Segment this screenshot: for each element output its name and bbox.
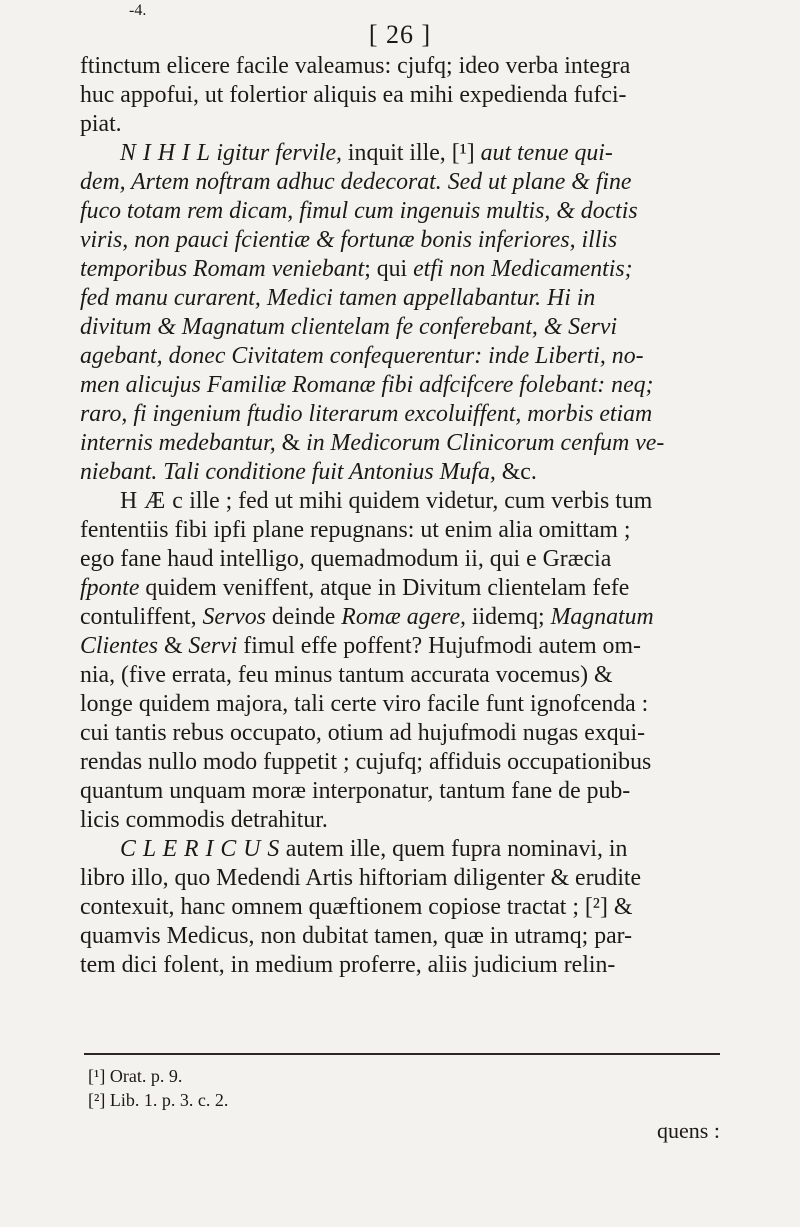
text-line: licis commodis detrahitur.	[80, 807, 328, 833]
text-line: temporibus Romam veniebant; qui etfi non Medicamentis;	[80, 256, 633, 282]
text-line: cui tantis rebus occupato, otium ad hujufmodi nugas exqui-	[80, 720, 646, 746]
text-line: ftinctum elicere facile valeamus: cjufq; ideo verba integra	[80, 53, 631, 79]
text-line: niebant. Tali conditione fuit Antonius Mufa, &c.	[80, 459, 537, 485]
footnotes	[88, 1064, 228, 1112]
text-line: divitum & Magnatum clientelam fe conferebant, & Servi	[80, 314, 618, 340]
text-line: N I H I L igitur fervile, inquit ille, [¹] aut tenue qui-	[120, 140, 613, 166]
text-line: fponte quidem veniffent, atque in Divitum clientelam fefe	[80, 575, 630, 601]
page-number: [ 26 ]	[368, 20, 432, 49]
text-line: huc appofui, ut folertior aliquis ea mihi expedienda fufci-	[80, 82, 627, 108]
text-line: agebant, donec Civitatem confequerentur: inde Liberti, no-	[80, 343, 644, 369]
text-line: nia, (five errata, feu minus tantum accurata vocemus) &	[80, 662, 613, 688]
text-line: quamvis Medicus, non dubitat tamen, quæ in utramq; par-	[80, 923, 633, 949]
footnote-2: [²] Lib. 1. p. 3. c. 2.	[88, 1090, 229, 1110]
text-line: fententiis fibi ipfi plane repugnans: ut enim alia omittam ;	[80, 517, 631, 543]
text-line: C L E R I C U S autem ille, quem fupra nominavi, in	[120, 836, 628, 862]
text-line: libro illo, quo Medendi Artis hiftoriam diligenter & erudite	[80, 865, 642, 891]
text-line: ego fane haud intelligo, quemadmodum ii, qui e Græcia	[80, 546, 612, 572]
footnote-1: [¹] Orat. p. 9.	[88, 1066, 183, 1086]
text-line: contexuit, hanc omnem quæftionem copiose tractat ; [²] &	[80, 894, 633, 920]
text-line: Clientes & Servi fimul effe poffent? Hujufmodi autem om-	[80, 633, 641, 659]
body-text	[80, 52, 720, 980]
footnote-divider	[84, 1053, 720, 1055]
text-line: fed manu curarent, Medici tamen appellabantur. Hi in	[80, 285, 596, 311]
text-line: longe quidem majora, tali certe viro facile funt ignofcenda :	[80, 691, 649, 717]
text-line: raro, fi ingenium ftudio literarum excoluiffent, morbis etiam	[80, 401, 653, 427]
text-line: viris, non pauci fcientiæ & fortunæ bonis inferiores, illis	[80, 227, 618, 253]
catchword: quens :	[657, 1118, 720, 1143]
text-line: fuco totam rem dicam, fimul cum ingenuis multis, & doctis	[80, 198, 638, 224]
text-line: H Æ c ille ; fed ut mihi quidem videtur, cum verbis tum	[120, 488, 653, 514]
text-line: contuliffent, Servos deinde Romæ agere, iidemq; Magnatum	[80, 604, 654, 630]
text-line: dem, Artem noftram adhuc dedecorat. Sed ut plane & fine	[80, 169, 632, 195]
text-line: men alicujus Familiæ Romanæ fibi adfcifcere folebant: neq;	[80, 372, 654, 398]
text-line: rendas nullo modo fuppetit ; cujufq; affiduis occupationibus	[80, 749, 652, 775]
text-line: tem dici folent, in medium proferre, aliis judicium relin-	[80, 952, 616, 978]
print-mark: -4.	[129, 2, 147, 19]
text-line: internis medebantur, & in Medicorum Clinicorum cenfum ve-	[80, 430, 665, 456]
text-line: quantum unquam moræ interponatur, tantum fane de pub-	[80, 778, 631, 804]
text-line: piat.	[80, 111, 122, 137]
